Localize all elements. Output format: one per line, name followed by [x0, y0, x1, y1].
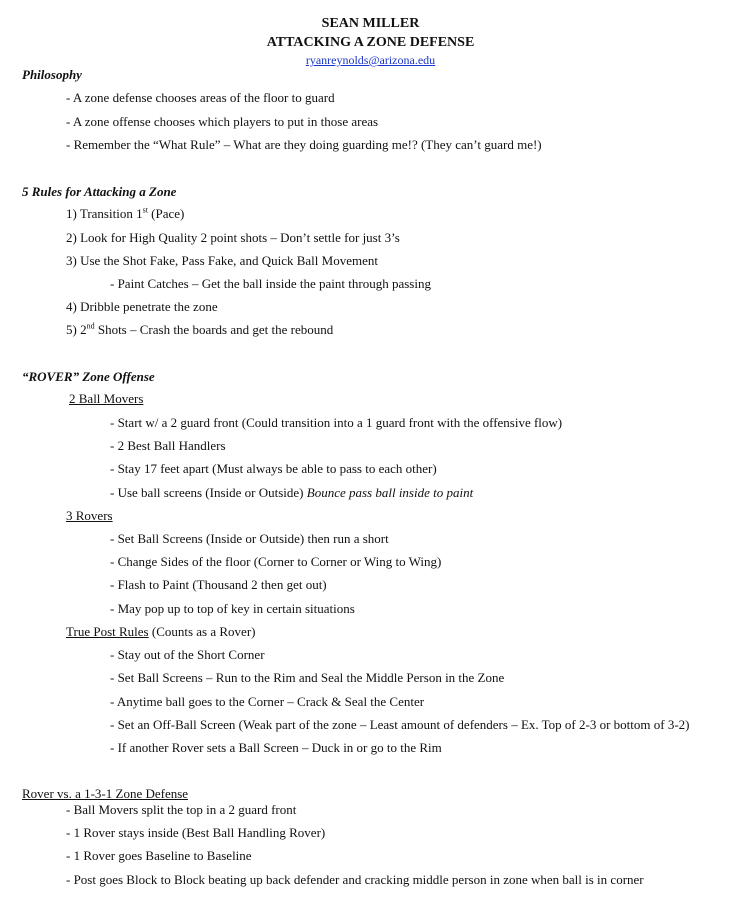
email-link[interactable]: ryanreynolds@arizona.edu: [305, 53, 436, 67]
philosophy-item: - A zone offense chooses which players to put in those areas: [66, 114, 379, 129]
ball-movers-item: [110, 485, 473, 501]
rovers-item: - Set Ball Screens (Inside or Outside) then run a short: [110, 531, 389, 546]
rovers-item: - Change Sides of the floor (Corner to Corner or Wing to Wing): [110, 554, 442, 569]
vs-131-heading: Rover vs. a 1-3-1 Zone Defense: [22, 786, 189, 801]
rover-heading: “ROVER” Zone Offense: [22, 369, 155, 384]
author-name: SEAN MILLER: [321, 16, 420, 31]
rule-item: 4) Dribble penetrate the zone: [66, 299, 218, 314]
post-rules-item: - Anytime ball goes to the Corner – Crack & Seal the Center: [110, 694, 425, 709]
rule-item: 2) Look for High Quality 2 point shots – Don’t settle for just 3’s: [66, 230, 400, 245]
post-rules-label: True Post Rules: [66, 624, 149, 639]
ball-movers-item: - 2 Best Ball Handlers: [110, 438, 226, 453]
philosophy-item: - Remember the “What Rule” – What are they doing guarding me!? (They can’t guard me!): [66, 137, 542, 152]
rule-item: 3) Use the Shot Fake, Pass Fake, and Quick Ball Movement: [66, 253, 378, 268]
ball-movers-item: - Stay 17 feet apart (Must always be able to pass to each other): [110, 461, 437, 476]
rovers-item: - May pop up to top of key in certain situations: [110, 601, 355, 616]
rule-5-superscript: nd: [86, 321, 95, 331]
rovers-label: 3 Rovers: [66, 508, 113, 523]
bounce-pass-note: Bounce pass ball inside to paint: [306, 485, 474, 500]
post-rules-item: - If another Rover sets a Ball Screen – Duck in or go to the Rim: [110, 740, 442, 755]
vs-131-item: - 1 Rover goes Baseline to Baseline: [66, 848, 252, 863]
post-rules-item: - Stay out of the Short Corner: [110, 647, 265, 662]
philosophy-heading: Philosophy: [22, 67, 82, 82]
document-title: ATTACKING A ZONE DEFENSE: [266, 35, 475, 50]
post-rules-item: - Set an Off-Ball Screen (Weak part of the zone – Least amount of defenders – Ex. Top of 2-3 or bottom of 3-2): [110, 717, 690, 732]
rule-5-suffix: Shots – Crash the boards and get the rebound: [94, 322, 334, 337]
post-rules-line: [66, 624, 255, 640]
rule-1-superscript: st: [142, 205, 148, 215]
rule-1-text: 1) Transition 1: [66, 206, 143, 221]
vs-131-item: - Ball Movers split the top in a 2 guard front: [66, 802, 297, 817]
ball-screens-text: - Use ball screens (Inside or Outside): [110, 485, 307, 500]
ball-movers-item: - Start w/ a 2 guard front (Could transition into a 1 guard front with the offensive flow): [110, 415, 563, 430]
rule-sub-item: - Paint Catches – Get the ball inside the paint through passing: [110, 276, 431, 291]
rule-5-text: 5) 2: [66, 322, 87, 337]
rules-heading: 5 Rules for Attacking a Zone: [22, 184, 177, 199]
rule-1-suffix: (Pace): [147, 206, 185, 221]
vs-131-item: - Post goes Block to Block beating up back defender and cracking middle person in zone when ball is in corner: [66, 872, 644, 887]
rule-item: [66, 206, 184, 222]
vs-131-item: - 1 Rover stays inside (Best Ball Handling Rover): [66, 825, 326, 840]
ball-movers-label: 2 Ball Movers: [69, 391, 144, 406]
rovers-item: - Flash to Paint (Thousand 2 then get out): [110, 577, 327, 592]
philosophy-item: - A zone defense chooses areas of the floor to guard: [66, 90, 335, 105]
post-rules-note: (Counts as a Rover): [148, 624, 256, 639]
rule-item: [66, 322, 333, 338]
post-rules-item: - Set Ball Screens – Run to the Rim and Seal the Middle Person in the Zone: [110, 670, 505, 685]
